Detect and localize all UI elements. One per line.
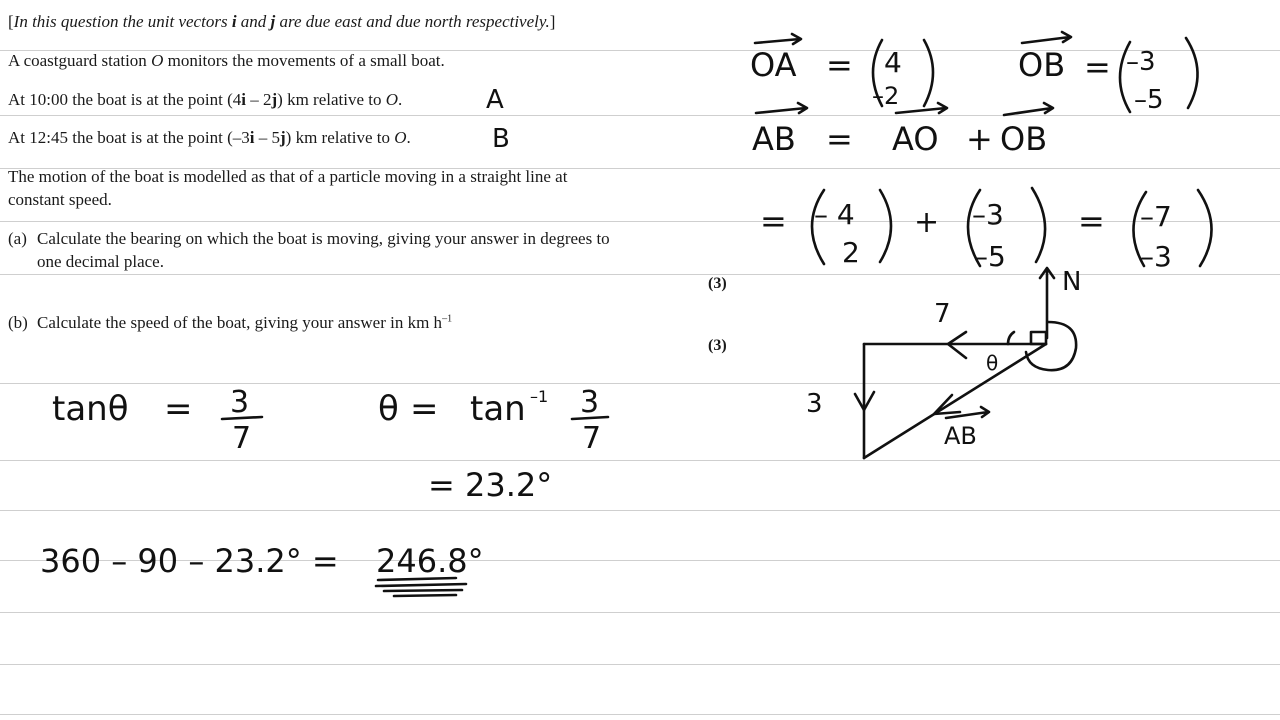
part-b-marks: (3) (708, 337, 727, 354)
right-paren (1198, 190, 1212, 266)
oa-equals: = (826, 46, 853, 84)
sum-v2-top: –3 (972, 198, 1004, 231)
theta-lhs: θ (378, 389, 399, 429)
question-line-3: At 12:45 the boat is at the point (–3i – 5j) km relative to O. (8, 128, 411, 147)
label-b: B (492, 124, 510, 154)
right-paren (1186, 38, 1198, 108)
ab-rhs-ao: AO (892, 120, 939, 158)
tan-numerator: 3 (230, 385, 250, 420)
theta-numerator: 3 (580, 385, 600, 420)
right-paren (880, 190, 891, 262)
answer-underline (376, 578, 466, 596)
sum-v3-top: –7 (1140, 200, 1172, 233)
right-angle-marker (1031, 332, 1046, 344)
tan-denominator: 7 (232, 421, 252, 456)
oa-top: 4 (884, 46, 902, 79)
diagram-label-7: 7 (934, 299, 951, 329)
sum-equals-1: = (760, 202, 787, 240)
ab-plus: + (966, 120, 993, 158)
theta-result: = 23.2° (428, 466, 553, 504)
question-line-2: At 10:00 the boat is at the point (4i – 2j) km relative to O. (8, 90, 403, 109)
theta-equation (378, 385, 608, 456)
sum-v2-bottom: –5 (974, 240, 1006, 273)
ab-rhs-ob: OB (1000, 120, 1048, 158)
oa-lhs: OA (750, 46, 797, 84)
tan-equation (52, 385, 262, 456)
label-a: A (486, 85, 504, 115)
bearing-answer: 246.8° (376, 542, 484, 580)
sum-plus: + (914, 205, 940, 240)
bearing-calculation (40, 542, 484, 596)
arrow-over-ob (1022, 32, 1071, 43)
ob-top: –3 (1126, 47, 1156, 77)
sum-v3-bottom: –3 (1140, 240, 1172, 273)
sum-v1-bottom: 2 (842, 236, 860, 269)
ob-lhs: OB (1018, 46, 1066, 84)
question-line-4: The motion of the boat is modelled as that of a particle moving in a straight line at (8, 167, 568, 186)
part-a-marks: (3) (708, 275, 727, 292)
arrow-over-oa (755, 34, 801, 44)
theta-denominator: 7 (582, 421, 602, 456)
part-a-line-2: one decimal place. (37, 252, 164, 271)
ab-lhs: AB (752, 120, 796, 158)
arrow-over-ao (896, 103, 947, 113)
diagram-ab-label: AB (944, 422, 977, 450)
circle-mark (1026, 322, 1076, 370)
part-b-text: Calculate the speed of the boat, giving your answer in km $h^{-1}$ (37, 313, 453, 332)
arrow-over-ob-2 (1004, 103, 1053, 115)
tan-equals: = (164, 389, 193, 429)
question-line-5: constant speed. (8, 190, 112, 209)
right-paren (1032, 188, 1045, 262)
diagram-label-3: 3 (806, 389, 823, 419)
bearing-diagram (806, 267, 1081, 458)
north-arrow (1040, 268, 1054, 338)
north-label: N (1062, 267, 1082, 297)
ob-equals: = (1084, 48, 1111, 86)
fraction-bar (222, 417, 262, 419)
sum-v1-top: – 4 (814, 198, 855, 231)
sum-equals-2: = (1078, 202, 1105, 240)
right-paren (924, 40, 933, 106)
question-header: [In this question the unit vectors i and j are due east and due north respectively.] (8, 12, 556, 31)
vector-sum (760, 188, 1212, 273)
question-line-1: A coastguard station O monitors the movements of a small boat. (8, 51, 445, 70)
tan-lhs: tanθ (52, 389, 129, 429)
part-a-line-1: Calculate the bearing on which the boat is moving, giving your answer in degrees to (37, 229, 610, 248)
oa-bottom: –2 (872, 82, 900, 110)
bearing-calc: 360 – 90 – 23.2° = (40, 542, 339, 580)
ob-bottom: –5 (1134, 85, 1164, 115)
ab-vector-equation (752, 103, 1053, 158)
oa-vector-equation (750, 34, 933, 110)
diagram-theta: θ (986, 351, 999, 375)
fraction-bar (572, 417, 608, 419)
theta-tan: tan (470, 389, 526, 429)
ab-equals: = (826, 120, 853, 158)
theta-equals: = (410, 389, 439, 429)
part-a-label: (a) (8, 229, 27, 248)
part-b-label: (b) (8, 313, 28, 332)
theta-inverse: –1 (530, 387, 549, 406)
theta-arc (1008, 332, 1014, 344)
arrow-over-ab (756, 103, 807, 113)
